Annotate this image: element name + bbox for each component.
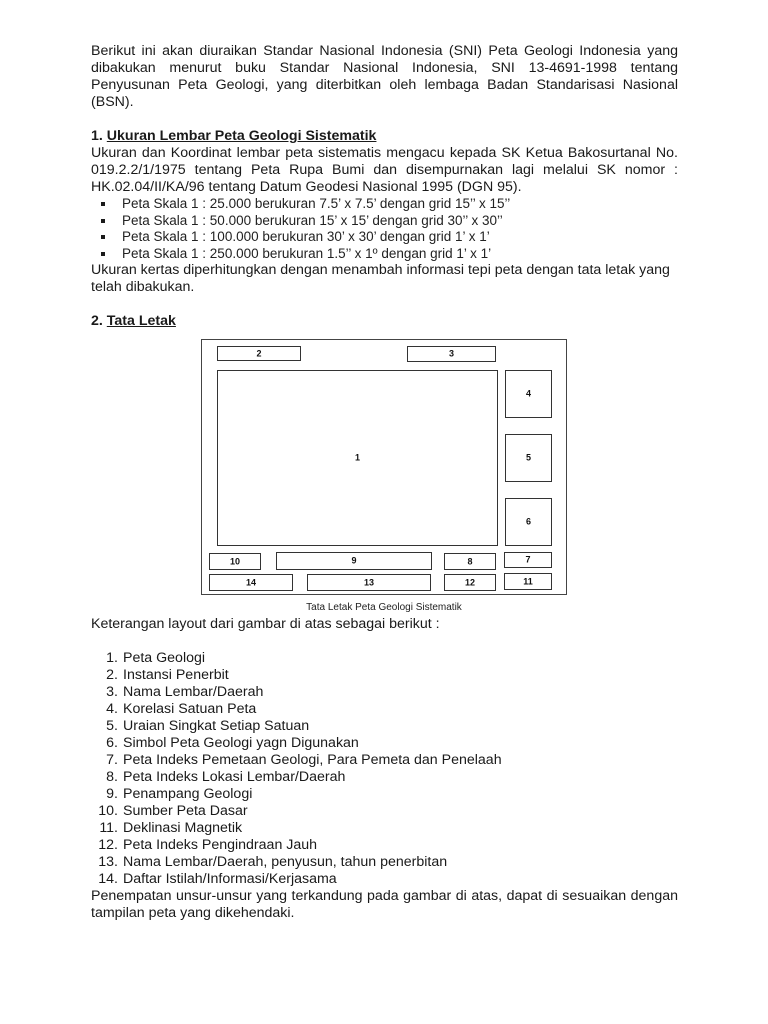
list-item: 8. Peta Indeks Lokasi Lembar/Daerah [106,769,346,785]
section-2-number: 2. [91,313,103,329]
list-item: 10. Sumber Peta Dasar [98,803,248,819]
bullet-square-icon [101,252,105,256]
list-item: 7. Peta Indeks Pemetaan Geologi, Para Pemeta dan Penelaah [106,752,502,768]
layout-box-8: 8 [444,553,496,570]
bullet-square-icon [101,202,105,206]
layout-box-2: 2 [217,346,301,361]
layout-box-4: 4 [505,370,552,418]
section-1-heading [91,128,678,145]
list-item: 14. Daftar Istilah/Informasi/Kerjasama [98,871,337,887]
layout-box-5: 5 [505,434,552,482]
bullet-item: Peta Skala 1 : 250.000 berukuran 1.5’’ x 1º dengan grid 1’ x 1’ [91,246,678,263]
layout-diagram [91,339,678,616]
bullet-square-icon [101,219,105,223]
bullet-item: Peta Skala 1 : 100.000 berukuran 30’ x 30’ dengan grid 1’ x 1’ [91,229,678,246]
layout-box-10: 10 [209,553,261,570]
layout-box-3: 3 [407,346,496,362]
bullet-item: Peta Skala 1 : 25.000 berukuran 7.5’ x 7.5’ dengan grid 15’’ x 15’’ [91,196,678,213]
layout-box-6: 6 [505,498,552,546]
document-page [91,43,678,922]
layout-box-7: 7 [504,552,552,568]
bullet-item: Peta Skala 1 : 50.000 berukuran 15’ x 15’ dengan grid 30’’ x 30’’ [91,213,678,230]
closing-paragraph: Penempatan unsur-unsur yang terkandung pada gambar di atas, dapat di sesuaikan dengan tampilan peta yang dikehendaki. [91,888,678,921]
layout-box-14: 14 [209,574,293,591]
section-1-title: Ukuran Lembar Peta Geologi Sistematik [106,128,377,144]
list-item: 3. Nama Lembar/Daerah [106,684,264,700]
layout-box-9: 9 [276,552,432,570]
list-item: 2. Instansi Penerbit [106,667,229,683]
list-item: 11. Deklinasi Magnetik [99,820,243,836]
diagram-caption: Tata Letak Peta Geologi Sistematik [306,602,462,613]
list-item: 9. Penampang Geologi [106,786,253,802]
list-item: 1. Peta Geologi [106,650,206,666]
list-item: 13. Nama Lembar/Daerah, penyusun, tahun penerbitan [98,854,448,870]
layout-box-13: 13 [307,574,431,591]
list-item: 6. Simbol Peta Geologi yagn Digunakan [106,735,359,751]
section-1-number: 1. [91,128,103,144]
section-2-heading [91,313,678,330]
layout-box-11: 11 [504,573,552,590]
bullet-square-icon [101,235,105,239]
intro-paragraph: Berikut ini akan diuraikan Standar Nasional Indonesia (SNI) Peta Geologi Indonesia yang dibakukan menurut buku Standar Nasional Indonesia, SNI 13-4691-1998 tentang Penyusunan Peta Geologi, yang diterbitkan oleh lembaga Badan Standarisasi Nasional (BSN). [91,43,678,110]
scale-bullet-list [91,196,678,262]
list-item: 5. Uraian Singkat Setiap Satuan [106,718,310,734]
legend-list [91,650,678,888]
list-item: 4. Korelasi Satuan Peta [106,701,257,717]
section-2-title: Tata Letak [106,313,176,329]
section-1-footer: Ukuran kertas diperhitungkan dengan menambah informasi tepi peta dengan tata letak yang telah dibakukan. [91,262,670,295]
legend-intro: Keterangan layout dari gambar di atas sebagai berikut : [91,616,440,632]
layout-box-12: 12 [444,574,496,591]
layout-box-1: 1 [217,370,498,546]
list-item: 12. Peta Indeks Pengindraan Jauh [98,837,318,853]
layout-frame [201,339,567,595]
section-1-body: Ukuran dan Koordinat lembar peta sistematis mengacu kepada SK Ketua Bakosurtanal No. 019.2.2/1/1975 tentang Peta Rupa Bumi dan disempurnakan lagi melalui SK nomor : HK.02.04/II/KA/96 tentang Datum Geodesi Nasional 1995 (DGN 95). [91,145,678,195]
